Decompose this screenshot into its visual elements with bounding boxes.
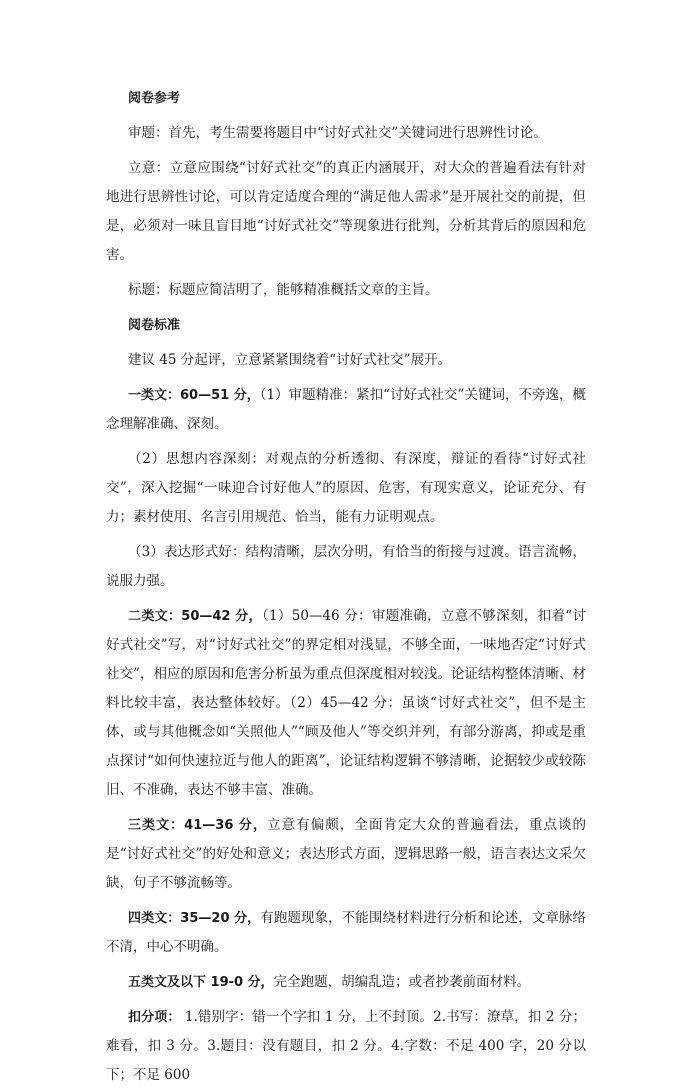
class-3-label: 三类文：41—36 分， bbox=[128, 818, 268, 833]
class-4-label: 四类文：35—20 分， bbox=[128, 911, 261, 926]
heading-standard: 阅卷标准 bbox=[128, 318, 181, 333]
document-page bbox=[106, 84, 586, 1090]
para-class-1-point-3: （3）表达形式好：结构清晰，层次分明，有恰当的衔接与过渡。语言流畅，说服力强。 bbox=[106, 544, 586, 589]
class-3-text: 立意有偏颇，全面肯定大众的普遍看法，重点谈的是“讨好式社交”的好处和意义；表达形式方面，逻辑思路一般，语言表达文采欠缺，句子不够流畅等。 bbox=[106, 817, 586, 891]
class-5-label: 五类文及以下 19-0 分， bbox=[128, 975, 274, 990]
para-class-4 bbox=[106, 904, 586, 962]
para-class-3 bbox=[106, 811, 586, 898]
para-review-question: 审题：首先，考生需要将题目中“讨好式社交”关键词进行思辨性讨论。 bbox=[128, 125, 547, 141]
class-2-label: 二类文：50—42 分， bbox=[128, 609, 262, 624]
heading-reference: 阅卷参考 bbox=[128, 91, 181, 106]
para-class-2 bbox=[106, 602, 586, 805]
class-1-text: （1）审题精准：紧扣“讨好式社交”关键词，不旁逸，概念理解准确、深刻。 bbox=[106, 387, 586, 432]
para-class-1 bbox=[106, 381, 586, 439]
class-5-text: 完全跑题，胡编乱造；或者抄袭前面材料。 bbox=[273, 974, 531, 990]
para-title: 标题：标题应简洁明了，能够精准概括文章的主旨。 bbox=[128, 282, 439, 298]
para-deductions bbox=[106, 1003, 586, 1090]
deductions-text: 1.错别字：错一个字扣 1 分，上不封顶。2.书写：潦草，扣 2 分；难看，扣 3 分。3.题目：没有题目，扣 2 分。4.字数：不足 400 字，20 分以下；不足 600 bbox=[106, 1009, 586, 1083]
para-class-5 bbox=[106, 968, 586, 997]
para-class-1-point-2: （2）思想内容深刻：对观点的分析透彻、有深度，辩证的看待“讨好式社交”，深入挖掘“一味迎合讨好他人”的原因、危害，有现实意义，论证充分、有力；素材使用、名言引用规范、恰当，能有力证明观点。 bbox=[106, 451, 586, 525]
class-4-text: 有跑题现象，不能围绕材料进行分析和论述，文章脉络不清，中心不明确。 bbox=[106, 910, 586, 955]
para-intro: 建议 45 分起评，立意紧紧围绕着“讨好式社交”展开。 bbox=[128, 352, 452, 368]
deductions-label: 扣分项： bbox=[128, 1010, 181, 1025]
class-2-text: （1）50—46 分：审题准确，立意不够深刻，扣着“讨好式社交”写，对“讨好式社交”的界定相对浅显，不够全面，一味地否定“讨好式社交”，相应的原因和危害分析虽为重点但深度相对较浅。论证结构整体清晰、材料比较丰富，表达整体较好。（2）45—42 分：虽谈“讨好式社交”，但不是主体，或与其他概念如“关照他人”“顾及他人”等交织并列，有部分游离，抑或是重点探讨“如何快速拉近与他人的距离”，论证结构逻辑不够清晰，论据较少或较陈旧、不准确，表达不够丰富、准确。 bbox=[106, 608, 586, 798]
para-theme: 立意：立意应围绕“讨好式社交”的真正内涵展开，对大众的普遍看法有针对地进行思辨性讨论，可以肯定适度合理的“满足他人需求”是开展社交的前提，但是，必须对一味且盲目地“讨好式社交”等现象进行批判，分析其背后的原因和危害。 bbox=[106, 160, 586, 263]
class-1-label: 一类文：60—51 分， bbox=[128, 388, 260, 403]
